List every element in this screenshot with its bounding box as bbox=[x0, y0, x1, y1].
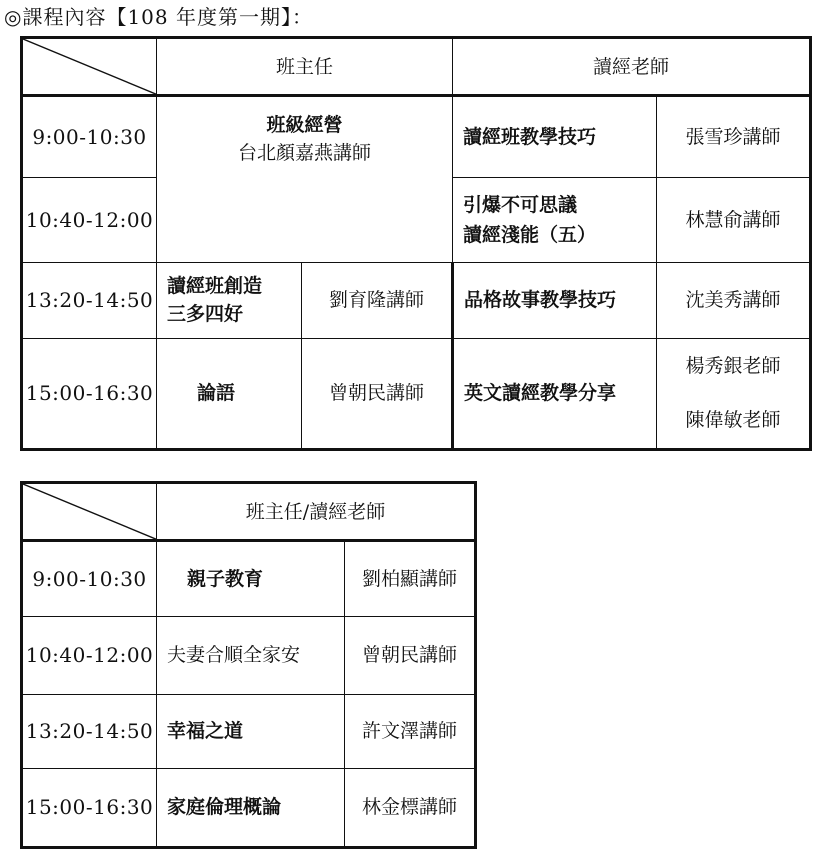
teacher-cell: 劉柏顯講師 bbox=[345, 541, 475, 617]
time-cell: 9:00-10:30 bbox=[23, 96, 157, 178]
merged-course-cell bbox=[157, 96, 453, 262]
header-class-director: 班主任 bbox=[157, 39, 453, 96]
table-row bbox=[23, 617, 475, 694]
course-cell: 讀經班教學技巧 bbox=[453, 96, 657, 178]
course-line: 讀經淺能（五） bbox=[463, 223, 597, 246]
course-teacher: 台北顏嘉燕講師 bbox=[238, 142, 372, 165]
course-cell: 親子教育 bbox=[157, 541, 345, 617]
header-director-teacher: 班主任/讀經老師 bbox=[157, 484, 475, 541]
table2-header-row bbox=[23, 484, 475, 541]
teacher-line: 楊秀銀老師 bbox=[685, 355, 781, 378]
course-cell: 論語 bbox=[157, 338, 302, 448]
teacher-cell: 曾朝民講師 bbox=[302, 338, 453, 448]
table-row bbox=[23, 768, 475, 846]
teacher-cell: 張雪珍講師 bbox=[657, 96, 810, 178]
time-cell: 13:20-14:50 bbox=[23, 262, 157, 338]
teacher-cell bbox=[657, 338, 810, 448]
corner-cell bbox=[23, 484, 157, 541]
teacher-cell: 沈美秀講師 bbox=[657, 262, 810, 338]
time-cell: 15:00-16:30 bbox=[23, 768, 157, 846]
course-cell bbox=[157, 262, 302, 338]
course-cell: 夫妻合順全家安 bbox=[157, 617, 345, 694]
diagonal-line bbox=[23, 39, 156, 94]
time-cell: 10:40-12:00 bbox=[23, 617, 157, 694]
teacher-line: 陳偉敏老師 bbox=[685, 409, 781, 432]
table-row bbox=[23, 96, 810, 178]
table-row bbox=[23, 262, 810, 338]
corner-cell bbox=[23, 39, 157, 96]
course-line: 引爆不可思議 bbox=[463, 193, 578, 216]
course-cell bbox=[453, 178, 657, 262]
course-cell: 幸福之道 bbox=[157, 694, 345, 768]
course-title: 班級經營 bbox=[266, 114, 343, 137]
diagonal-line bbox=[23, 484, 156, 539]
course-cell: 家庭倫理概論 bbox=[157, 768, 345, 846]
course-cell: 英文讀經教學分享 bbox=[453, 338, 657, 448]
table-row bbox=[23, 338, 810, 448]
table1-header-row bbox=[23, 39, 810, 96]
teacher-cell: 曾朝民講師 bbox=[345, 617, 475, 694]
teacher-cell: 許文澤講師 bbox=[345, 694, 475, 768]
course-line: 讀經班創造 bbox=[167, 275, 263, 298]
schedule-table-1 bbox=[22, 38, 810, 449]
time-cell: 13:20-14:50 bbox=[23, 694, 157, 768]
table-row bbox=[23, 694, 475, 768]
table-row bbox=[23, 541, 475, 617]
page-title: ◎課程內容【108 年度第一期】： bbox=[4, 5, 313, 29]
header-reading-teacher: 讀經老師 bbox=[453, 39, 810, 96]
teacher-cell: 劉育隆講師 bbox=[302, 262, 453, 338]
course-line: 三多四好 bbox=[167, 303, 244, 326]
time-cell: 9:00-10:30 bbox=[23, 541, 157, 617]
course-cell: 品格故事教學技巧 bbox=[453, 262, 657, 338]
teacher-cell: 林慧俞講師 bbox=[657, 178, 810, 262]
time-cell: 15:00-16:30 bbox=[23, 338, 157, 448]
schedule-table-2 bbox=[22, 483, 475, 847]
time-cell: 10:40-12:00 bbox=[23, 178, 157, 262]
teacher-cell: 林金標講師 bbox=[345, 768, 475, 846]
